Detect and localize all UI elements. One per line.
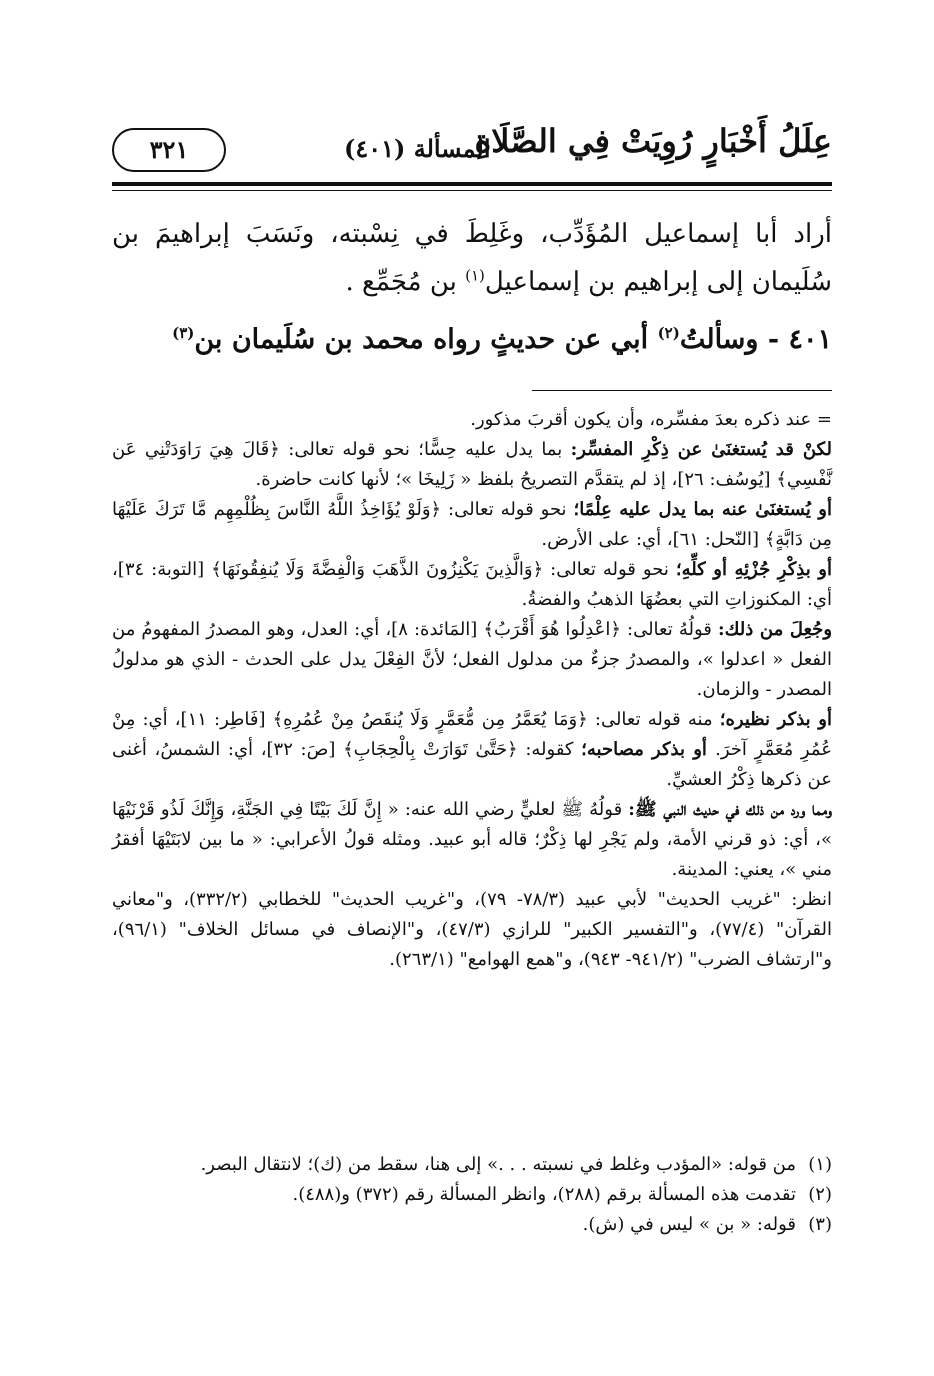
continued-footnote: [112, 405, 832, 975]
note-paragraph: [112, 555, 832, 615]
note-text: نحو قوله تعالى: ﴿وَالَّذِينَ يَكْنِزُونَ الذَّهَبَ وَالْفِضَّةَ وَلَا يُنفِقُونَهَا﴾ [التوبة: ٣٤]، أي: المكنوزاتِ التي بعضُهَا الذهبُ والفضةُ.: [112, 559, 832, 610]
footnote-3: [112, 1210, 832, 1240]
footnote-number: (٢): [808, 1184, 832, 1205]
question-401: [112, 316, 832, 364]
note-line: = عند ذكره بعدَ مفسِّره، وأن يكون أقربَ مذكور.: [470, 409, 832, 430]
footnotes: [112, 1150, 832, 1240]
footnote-text: من قوله: «المؤدب وغلط في نسبته . . .» إلى هنا، سقط من (ك)؛ لانتقال البصر.: [200, 1154, 796, 1175]
main-text: [112, 210, 832, 364]
note-bold: لكنْ قد يُستغنَىٰ عن ذِكْرِ المفسِّر:: [570, 439, 832, 460]
footnote-ref-1: (١): [465, 266, 485, 285]
main-paragraph: [112, 210, 832, 306]
note-paragraph: [112, 435, 832, 495]
note-bold: وجُعِلَ من ذلك:: [717, 619, 833, 640]
footnote-number: (٣): [808, 1214, 832, 1235]
note-text: كقوله: ﴿حَتَّىٰ تَوَارَتْ بِالْحِجَابِ﴾ [صَ: ٣٢]، أي: الشمسُ، أغنى عن ذكرها ذِكْرُ العشيِّ.: [112, 739, 832, 790]
header-rule-thick: [112, 182, 832, 186]
footnote-ref-2: (٢): [657, 324, 680, 342]
header-rule-thin: [112, 190, 832, 191]
question-heading: ٤٠١ - وسألتُ: [679, 324, 832, 355]
note-bold: أو بذكر مصاحبه؛: [581, 739, 716, 760]
note-bold: ومما ورد من ذلك في حديث النبي ﷺ:: [628, 799, 832, 820]
footnote-separator: [532, 390, 832, 391]
note-paragraph: [112, 705, 832, 795]
note-text: بما يدل عليه حِسًّا؛ نحو قوله تعالى: ﴿قَالَ هِيَ رَاوَدَتْنِي عَن نَّفْسِي﴾ [يُوسُف: ٢٦]، إذ لم يتقدَّم التصريحُ بلفظ « زَلِيخَا »؛ لأنها كانت حاضرة.: [112, 439, 832, 490]
footnote-text: قوله: « بن » ليس في (ش).: [582, 1214, 796, 1235]
note-references: انظر: "غريب الحديث" لأبي عبيد (٧٨/٣- ٧٩)، و"غريب الحديث" للخطابي (٣٣٢/٢)، و"معاني القرآن" (٧٧/٤)، و"التفسير الكبير" للرازي (٤٧/٣)، و"الإنصاف في مسائل الخلاف" (٩٦/١)، و"ارتشاف الضرب" (٩٤١/٢- ٩٤٣)، و"همع الهوامع" (٢٦٣/١).: [112, 889, 832, 970]
footnote-2: [112, 1180, 832, 1210]
note-bold: أو بذِكْرِ جُزْئِهِ أو كلِّهِ؛: [675, 559, 832, 580]
book-title: عِلَلُ أَخْبَارٍ رُوِيَتْ فِي الصَّلَاةِ: [474, 122, 832, 160]
note-paragraph: [112, 495, 832, 555]
note-paragraph: [112, 795, 832, 885]
footnote-1: [112, 1150, 832, 1180]
note-paragraph: [112, 615, 832, 705]
paragraph-text: أراد أبا إسماعيل المُؤَدِّب، وغَلِطَ في نِسْبته، ونَسَبَ إبراهيمَ بن سُلَيمان إلى إبراهيم بن إسماعيل: [112, 219, 832, 297]
note-text: نحو قوله تعالى: ﴿وَلَوْ يُؤَاخِذُ اللَّهُ النَّاسَ بِظُلْمِهِم مَّا تَرَكَ عَلَيْهَا مِن دَابَّةٍ﴾ [النّحل: ٦١]، أي: على الأرض.: [112, 499, 832, 550]
note-bold: أو يُستغنَىٰ عنه بما يدل عليه عِلْمًا؛: [573, 499, 832, 520]
note-text: قولُهُ تعالى: ﴿اعْدِلُوا هُوَ أَقْرَبُ﴾ [المَائدة: ٨]، أي: العدل، وهو المصدرُ المفهومُ من الفعل « اعدلوا »، والمصدرُ جزءٌ من مدلول الفعل؛ لأنَّ الفِعْلَ يدل على الحدث - الذي هو مدلولُ المصدر - والزمان.: [112, 619, 832, 700]
footnote-ref-3: (٣): [172, 324, 195, 342]
masala-label: المسألة (٤٠١): [344, 134, 491, 163]
question-text: أبي عن حديثٍ رواه محمد بن سُلَيمان بن: [194, 324, 658, 355]
page-number: ٣٢١: [112, 128, 226, 172]
page-header: [112, 118, 832, 178]
footnote-number: (١): [808, 1154, 832, 1175]
paragraph-text-end: بن مُجَمِّع .: [345, 267, 466, 297]
note-bold: أو بذكر نظيره؛: [719, 709, 833, 730]
footnote-text: تقدمت هذه المسألة برقم (٢٨٨)، وانظر المسألة رقم (٣٧٢) و(٤٨٨).: [292, 1184, 796, 1205]
note-text: قولُهُ ﷺ لعليٍّ رضي الله عنه: « إِنَّ لَكَ بَيْتًا فِي الجَنَّةِ، وَإِنَّكَ لَذُو قَرْنَيْهَا »، أي: ذو قرني الأمة، ولم يَجْرِ لها ذِكْرٌ؛ قاله أبو عبيد. ومثله قولُ الأعرابي: « ما بين لابَتَيْهَا أفقرُ مني »، يعني: المدينة.: [112, 799, 832, 880]
note-text: منه قوله تعالى: ﴿وَمَا يُعَمَّرُ مِن مُّعَمَّرٍ وَلَا يُنقَصُ مِنْ عُمُرِهِ﴾ [فَاطِر: ١١]، أي: مِنْ عُمُرِ مُعَمَّرٍ آخرَ.: [112, 709, 832, 760]
